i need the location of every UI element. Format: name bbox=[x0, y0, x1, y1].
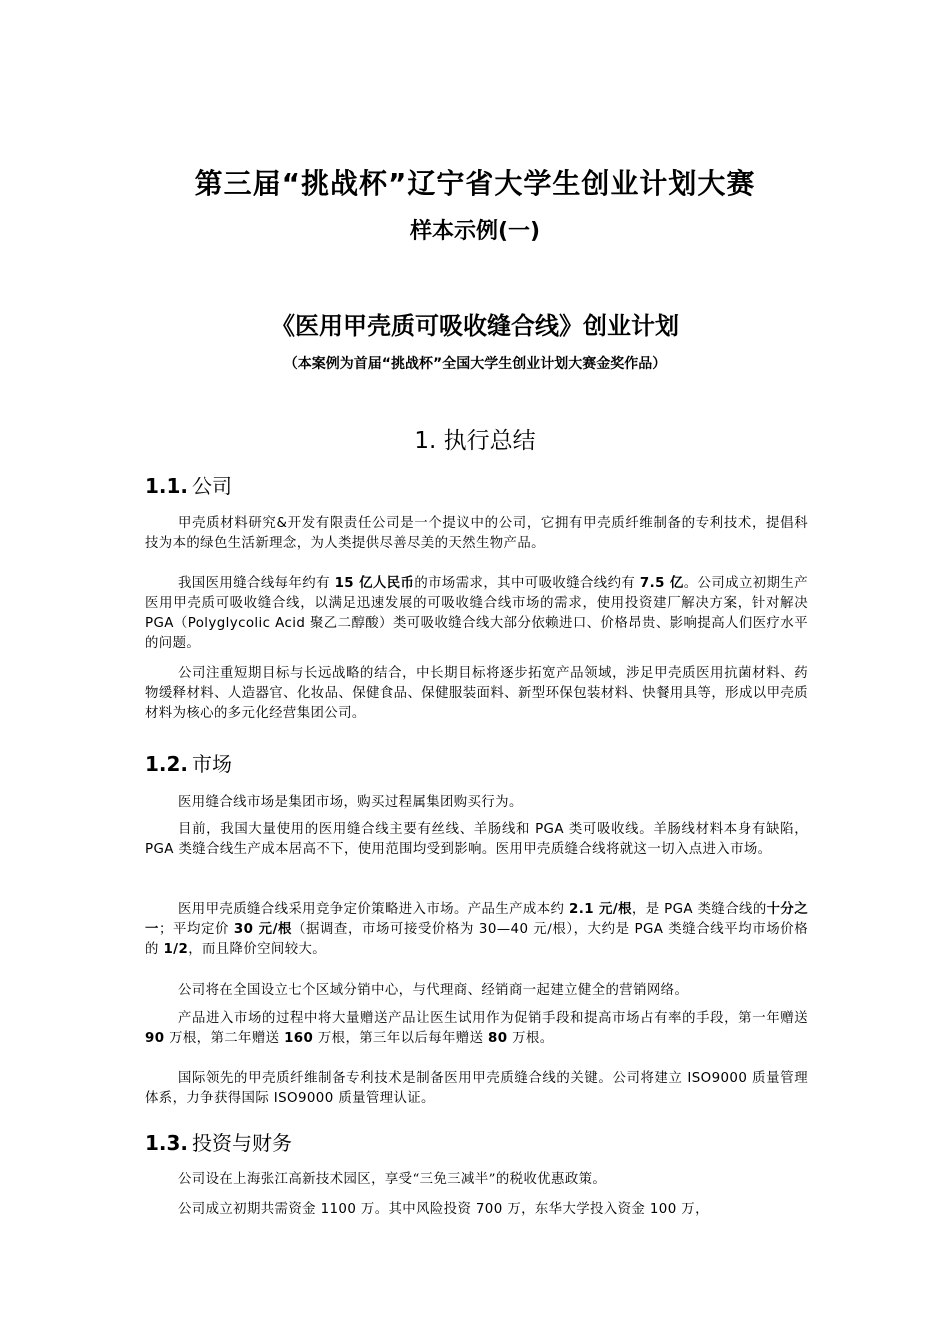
subsection-heading-investment bbox=[145, 1127, 292, 1156]
paragraph-funding: 公司成立初期共需资金 1100 万。其中风险投资 700 万，东华大学投入资金 100 万， bbox=[178, 1202, 709, 1217]
subsection-heading-market bbox=[145, 748, 232, 777]
subsection-number: 1.2. bbox=[145, 752, 189, 776]
company-name: 甲壳质材料研究&开发有限责任公司 bbox=[178, 516, 401, 531]
plan-title: 《医用甲壳质可吸收缝合线》创业计划 bbox=[271, 312, 679, 340]
paragraph-current-products: 目前，我国大量使用的医用缝合线主要有丝线、羊肠线和 PGA 类可吸收线。羊肠线材料本身有缺陷，PGA 类缝合线生产成本居高不下，使用范围均受到影响。医用甲壳质缝合线将就这一切入点进入市场。 bbox=[145, 822, 808, 857]
price-value: 30 元/根 bbox=[233, 922, 293, 937]
demand-value: 15 亿人民币 bbox=[334, 576, 415, 591]
paragraph-quality: 国际领先的甲壳质纤维制备专利技术是制备医用甲壳质缝合线的关键。公司将建立 ISO9000 质量管理体系，力争获得国际 ISO9000 质量管理认证。 bbox=[145, 1071, 808, 1106]
paragraph-location: 公司设在上海张江高新技术园区，享受“三免三减半”的税收优惠政策。 bbox=[178, 1172, 607, 1187]
paragraph-group-market: 医用缝合线市场是集团市场，购买过程属集团购买行为。 bbox=[178, 795, 523, 810]
paragraph-market-demand: 我国医用缝合线每年约有 15 亿人民币的市场需求，其中可吸收缝合线约有 7.5 亿。公司成立初期生产医用甲壳质可吸收缝合线，以满足迅速发展的可吸收缝合线市场的需求，使用投资建厂解决方案，针对解决 PGA（Polyglycolic Acid 聚乙二醇酸）类可吸收缝合线大部分依赖进口、价格昂贵、影响提高人们医疗水平的问题。 bbox=[145, 576, 808, 651]
paragraph-distribution: 公司将在全国设立七个区域分销中心，与代理商、经销商一起建立健全的营销网络。 bbox=[178, 983, 689, 998]
subsection-number: 1.1. bbox=[145, 474, 189, 498]
paragraph-company-intro: 甲壳质材料研究&开发有限责任公司是一个提议中的公司，它拥有甲壳质纤维制备的专利技术，提倡科技为本的绿色生活新理念，为人类提供尽善尽美的天然生物产品。 bbox=[145, 516, 808, 551]
contest-title: 第三届“挑战杯”辽宁省大学生创业计划大赛 bbox=[194, 167, 756, 200]
subsection-title: 市场 bbox=[192, 752, 233, 776]
absorbable-value: 7.5 亿 bbox=[639, 576, 684, 591]
subsection-heading-company bbox=[145, 470, 232, 499]
paragraph-strategy: 公司注重短期目标与长远战略的结合，中长期目标将逐步拓宽产品领域，涉足甲壳质医用抗菌材料、药物缓释材料、人造器官、化妆品、保健食品、保健服装面料、新型环保包装材料、快餐用具等，形成以甲壳质材料为核心的多元化经营集团公司。 bbox=[145, 666, 808, 721]
sample-label: 样本示例(一) bbox=[409, 219, 541, 244]
subsection-title: 公司 bbox=[192, 474, 233, 498]
subsection-title: 投资与财务 bbox=[192, 1131, 293, 1155]
plan-note: （本案例为首届“挑战杯”全国大学生创业计划大赛金奖作品） bbox=[283, 356, 667, 372]
paragraph-promotion: 产品进入市场的过程中将大量赠送产品让医生试用作为促销手段和提高市场占有率的手段，第一年赠送 90 万根，第二年赠送 160 万根，第三年以后每年赠送 80 万根。 bbox=[145, 1011, 808, 1046]
section-heading-executive-summary: 1. 执行总结 bbox=[414, 428, 536, 454]
paragraph-pricing: 医用甲壳质缝合线采用竞争定价策略进入市场。产品生产成本约 2.1 元/根，是 PGA 类缝合线的十分之一；平均定价 30 元/根（据调查，市场可接受价格为 30—40 元/根），大约是 PGA 类缝合线平均市场价格的 1/2，而且降价空间较大。 bbox=[145, 902, 809, 957]
subsection-number: 1.3. bbox=[145, 1131, 189, 1155]
cost-value: 2.1 元/根 bbox=[569, 902, 632, 917]
